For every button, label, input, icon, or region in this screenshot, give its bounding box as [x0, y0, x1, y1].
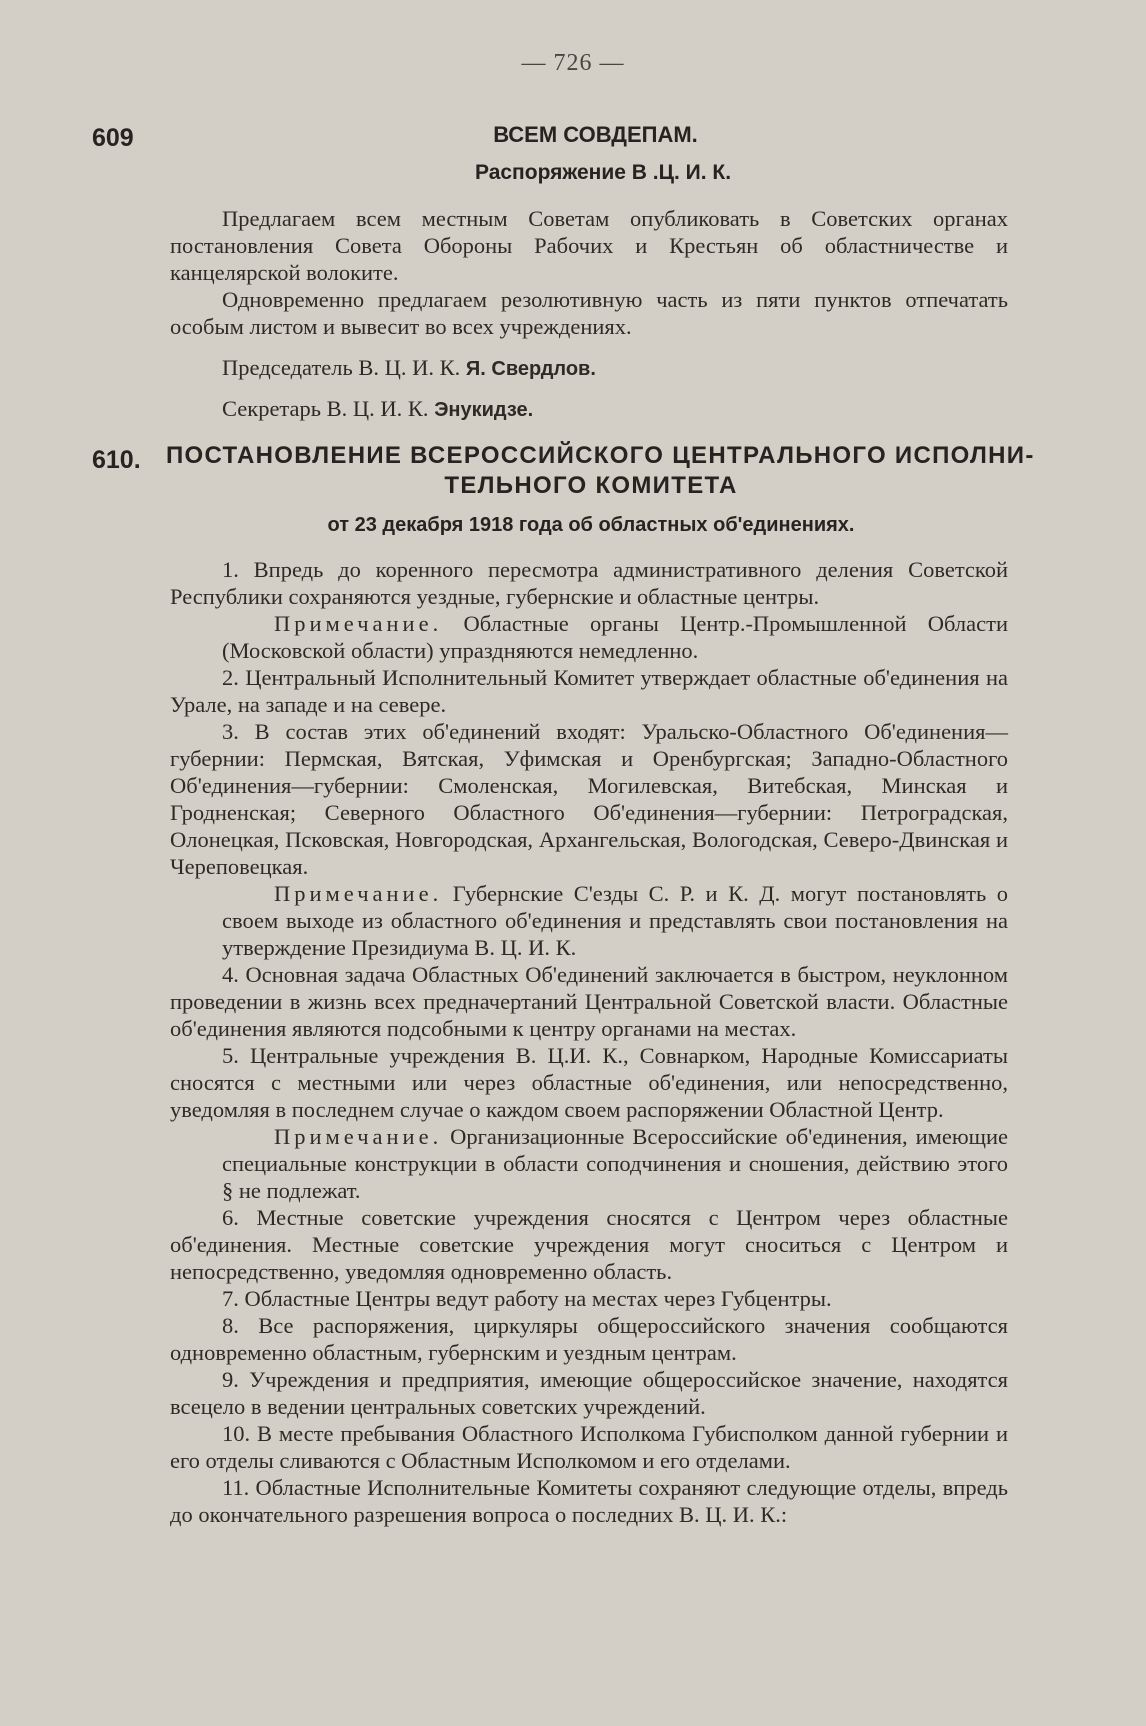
paragraph: Предлагаем всем местным Советам опубликовать в Советских органах постановления Совета Обороны Рабочих и Крестьян об областничестве и канцелярской волоките.: [170, 206, 1008, 285]
secretary-name: Энукидзе.: [434, 399, 534, 421]
paragraph-11: 11. Областные Исполнительные Комитеты сохраняют следующие отделы, впредь до окончательного разрешения вопроса о последних В. Ц. И. К.:: [170, 1475, 1008, 1527]
note-label: Примечание.: [274, 1124, 443, 1149]
secretary-signature: [170, 395, 1008, 424]
note-label: Примечание.: [274, 881, 443, 906]
chairman-label: Председатель В. Ц. И. К.: [222, 355, 461, 380]
document-number: 610.: [92, 446, 141, 474]
document-title-line-2: ТЕЛЬНОГО КОМИТЕТА: [444, 472, 738, 499]
secretary-label: Секретарь В. Ц. И. К.: [222, 396, 429, 421]
note-text: Областные органы Центр.-Промышленной Области (Московской области) упраздняются немедленно.: [222, 611, 1008, 663]
note-text: Организационные Всероссийские об'единения, имеющие специальные конструкции в области соподчинения и сношения, действию этого § не подлежат.: [222, 1124, 1009, 1203]
paragraph-3: 3. В состав этих об'единений входят: Уральско-Областного Об'единения—губернии: Пермская, Вятская, Уфимская и Оренбургская; Западно-Областного Об'единения—губернии: Смоленская, Могилевская, Витебская, Минская и Гродненская; Северного Областного Об'единения—губернии: Петроградская, Олонецкая, Псковская, Новгородская, Архангельская, Вологодская, Северо-Двинская и Череповецкая.: [170, 719, 1008, 879]
paragraph-9: 9. Учреждения и предприятия, имеющие общероссийское значение, находятся всецело в ведении центральных советских учреждений.: [170, 1367, 1008, 1419]
document-subtitle: Распоряжение В .Ц. И. К.: [474, 161, 732, 184]
note-label: Примечание.: [274, 611, 443, 636]
paragraph: Одновременно предлагаем резолютивную часть из пяти пунктов отпечатать особым листом и вывесит во всех учреждениях.: [170, 287, 1008, 339]
paragraph-1: 1. Впредь до коренного пересмотра административного деления Советской Республики сохраняются уездные, губернские и областные центры.: [170, 557, 1008, 609]
document-title: ВСЕМ СОВДЕПАМ.: [493, 122, 698, 147]
paragraph-4: 4. Основная задача Областных Об'единений заключается в быстром, неуклонном проведении в жизнь всех предначертаний Центральной Советской власти. Областные об'единения являются подсобными к центру органами на местах.: [170, 962, 1008, 1041]
document-title-line-1: ПОСТАНОВЛЕНИЕ ВСЕРОССИЙСКОГО ЦЕНТРАЛЬНОГО ИСПОЛНИ-: [166, 442, 1035, 469]
paragraph-7: 7. Областные Центры ведут работу на местах через Губцентры.: [222, 1286, 832, 1311]
document-body: [170, 556, 1008, 1528]
page-number: — 726 —: [521, 50, 625, 76]
note-2: [170, 880, 1008, 961]
paragraph-10: 10. В месте пребывания Областного Исполкома Губисполком данной губернии и его отделы сливаются с Областным Исполкомом и его отделами.: [170, 1421, 1008, 1473]
chairman-signature: [170, 354, 1008, 383]
chairman-name: Я. Свердлов.: [465, 358, 596, 380]
paragraph-6: 6. Местные советские учреждения сносятся с Центром через областные об'единения. Местные советские учреждения могут сноситься с Центром и непосредственно, уведомляя одновременно область.: [170, 1205, 1008, 1284]
document-subtitle: от 23 декабря 1918 года об областных об'единениях.: [327, 514, 855, 536]
paragraph-8: 8. Все распоряжения, циркуляры общероссийского значения сообщаются одновременно областным, губернским и уездным центрам.: [170, 1313, 1008, 1365]
document-body: [170, 205, 1008, 436]
document-number: 609: [92, 124, 134, 152]
note-3: [170, 1123, 1008, 1204]
note-text: Губернские С'езды С. Р. и К. Д. могут постановлять о своем выходе из областного об'единения и представлять свои постановления на утверждение Президиума В. Ц. И. К.: [222, 881, 1008, 960]
paragraph-2: 2. Центральный Исполнительный Комитет утверждает областные об'единения на Урале, на западе и на севере.: [170, 665, 1008, 717]
paragraph-5: 5. Центральные учреждения В. Ц.И. К., Совнарком, Народные Комиссариаты сносятся с местными или через областные об'единения, или непосредственно, уведомляя в последнем случае о каждом своем распоряжении Областной Центр.: [170, 1043, 1008, 1122]
note-1: [170, 610, 1008, 664]
